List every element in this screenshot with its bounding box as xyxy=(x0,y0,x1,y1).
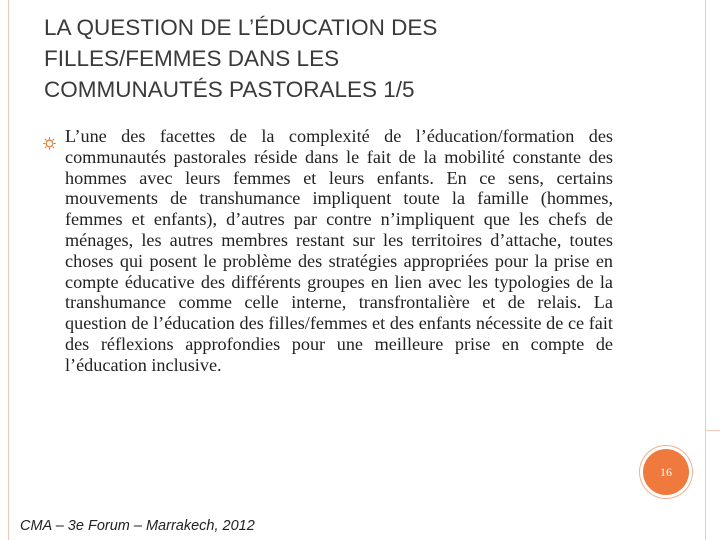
slide-footer: CMA – 3e Forum – Marrakech, 2012 xyxy=(20,518,255,534)
slide-frame-left-line xyxy=(8,0,9,540)
slide-title-line-3: COMMUNAUTÉS PASTORALES 1/5 xyxy=(44,77,415,102)
slide-frame-corner-line xyxy=(705,430,720,431)
slide-body-paragraph: L’une des facettes de la complexité de l’éducation/formation des communautés pastorales réside dans le fait de la mobilité constante des hommes avec leurs femmes et leurs enfants. En ce sens, certains mouvements de transhumance impliquent toute la famille (hommes, femmes et enfants), d’autres par contre n’impliquent que les chefs de ménages, les autres membres restant sur les territoires d’attache, toutes choses qui posent le problème des stratégies appropriées pour la prise en compte éducative des différents groupes en lien avec les typologies de la transhumance comme celle interne, transfrontalière et de relais. La question de l’éducation des filles/femmes et des enfants nécessite de ce fait des réflexions approfondies pour une meilleure prise en compte de l’éducation inclusive. xyxy=(65,126,613,375)
slide-title-line-1: LA QUESTION DE L’ÉDUCATION DES xyxy=(44,15,438,40)
page-number-badge: 16 xyxy=(643,449,689,495)
sun-bullet-icon xyxy=(43,137,56,150)
slide-title-line-2: FILLES/FEMMES DANS LES xyxy=(44,46,340,71)
slide-title xyxy=(44,12,684,105)
slide-frame-right-line xyxy=(705,0,706,540)
